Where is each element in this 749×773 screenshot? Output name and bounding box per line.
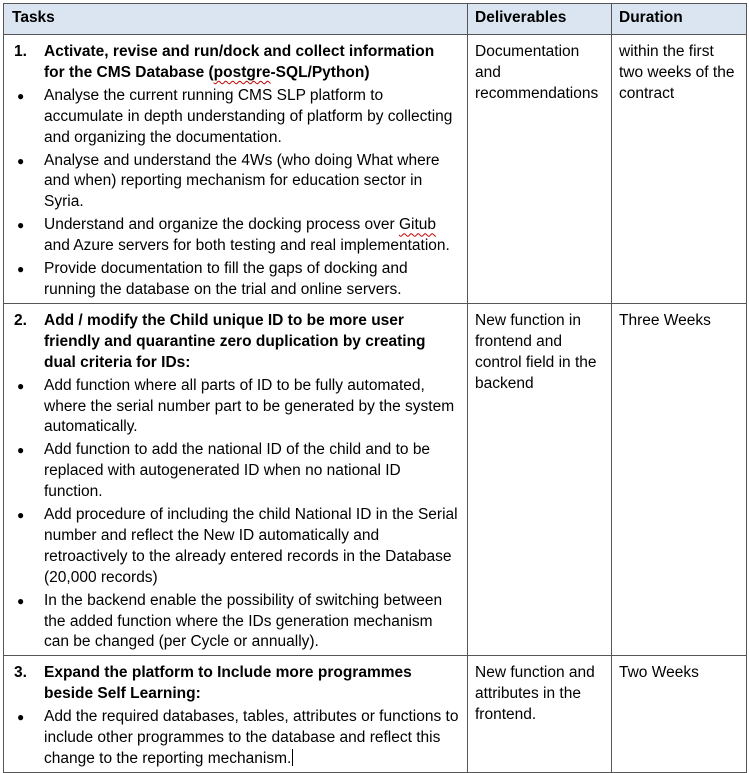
bullet-icon: ● bbox=[17, 378, 25, 393]
bullet-icon: ● bbox=[17, 508, 25, 523]
list-item: ● Add procedure of including the child National ID in the Serial number and reflect the New ID automatically and retroactively to the already entered records in the Database (20,000 records) bbox=[14, 505, 459, 589]
table-row bbox=[4, 656, 747, 773]
task-title bbox=[14, 42, 459, 84]
table-row bbox=[4, 35, 747, 304]
header-duration: Duration bbox=[612, 4, 747, 35]
tasks-table bbox=[3, 3, 747, 773]
bullet-icon: ● bbox=[17, 153, 25, 168]
task-number: 1. bbox=[14, 43, 27, 60]
task-number: 3. bbox=[14, 664, 27, 682]
bullet-icon: ● bbox=[17, 218, 25, 233]
duration-cell: Three Weeks bbox=[612, 303, 747, 656]
bullet-icon: ● bbox=[17, 443, 25, 458]
header-row bbox=[4, 4, 747, 35]
bullet-icon: ● bbox=[17, 88, 25, 103]
deliverable-cell: Documentation and recommendations bbox=[468, 35, 612, 304]
header-deliverables: Deliverables bbox=[468, 4, 612, 35]
task-title bbox=[14, 663, 459, 705]
task-title-text: Expand the platform to Include more programmes beside Self Learning: bbox=[44, 664, 412, 703]
bullet-icon: ● bbox=[17, 710, 25, 725]
task-title bbox=[14, 311, 459, 374]
list-item: ● Analyse the current running CMS SLP platform to accumulate in depth understanding of platform by collecting and organizing the documentation. bbox=[14, 86, 459, 149]
spellcheck-underline: postgre bbox=[213, 63, 271, 81]
task-title-text: Activate, revise and run/dock and collect information for the CMS Database (postgre-SQL/Python) bbox=[44, 43, 435, 81]
list-item: ● Add function where all parts of ID to be fully automated, where the serial number part to be generated by the system automatically. bbox=[14, 376, 459, 439]
spellcheck-underline: Gitub bbox=[399, 216, 437, 234]
task-title-text: Add / modify the Child unique ID to be more user friendly and quarantine zero duplication by creating dual criteria for IDs: bbox=[44, 311, 426, 371]
header-tasks: Tasks bbox=[4, 4, 468, 35]
task-number: 2. bbox=[14, 311, 27, 329]
deliverable-cell: New function in frontend and control field in the backend bbox=[468, 303, 612, 656]
list-item: ● Add function to add the national ID of the child and to be replaced with autogenerated ID when no national ID function. bbox=[14, 440, 459, 503]
deliverable-cell: New function and attributes in the frontend. bbox=[468, 656, 612, 773]
list-item: ● Analyse and understand the 4Ws (who doing What where and when) reporting mechanism for education sector in Syria. bbox=[14, 151, 459, 214]
list-item: ● Provide documentation to fill the gaps of docking and running the database on the trial and online servers. bbox=[14, 259, 459, 301]
duration-cell: within the first two weeks of the contract bbox=[612, 35, 747, 304]
duration-cell: Two Weeks bbox=[612, 656, 747, 773]
task-cell bbox=[4, 35, 468, 304]
task-cell bbox=[4, 656, 468, 773]
task-cell bbox=[4, 303, 468, 656]
list-item: ● Add the required databases, tables, attributes or functions to include other programmes to the database and reflect this change to the reporting mechanism. bbox=[14, 707, 459, 770]
bullet-icon: ● bbox=[17, 262, 25, 277]
list-item: ● In the backend enable the possibility of switching between the added function where the IDs generation mechanism can be changed (per Cycle or annually). bbox=[14, 591, 459, 654]
text-cursor bbox=[292, 749, 293, 766]
list-item: ● Understand and organize the docking process over Gitub and Azure servers for both testing and real implementation. bbox=[14, 215, 459, 257]
bullet-icon: ● bbox=[17, 593, 25, 608]
table-row bbox=[4, 303, 747, 656]
